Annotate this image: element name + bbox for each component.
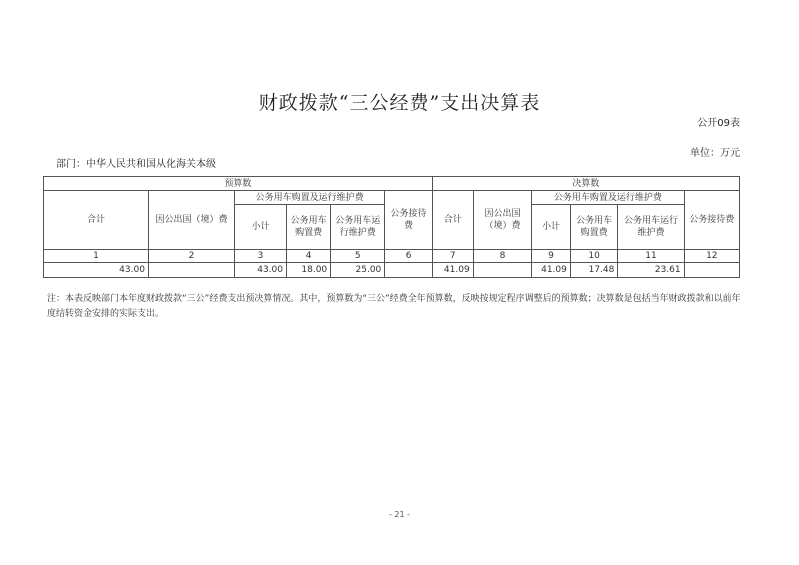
unit-label: 单位：万元 xyxy=(690,148,740,159)
col-number: 5 xyxy=(331,250,385,263)
actual-vehicle-purchase-value: 17.48 xyxy=(570,263,617,278)
actual-abroad-value xyxy=(473,263,532,278)
column-number-row xyxy=(44,250,740,263)
budget-subtotal-value: 43.00 xyxy=(235,263,287,278)
actual-group-header: 决算数 xyxy=(432,177,739,191)
actual-subtotal-value: 41.09 xyxy=(532,263,571,278)
table-row xyxy=(44,263,740,278)
table-header-row-2 xyxy=(44,191,740,205)
actual-vehicle-operation-header: 公务用车运行维护费 xyxy=(618,205,684,250)
page-number: - 21 - xyxy=(388,510,411,519)
budget-abroad-value xyxy=(148,263,234,278)
budget-total-header: 合计 xyxy=(44,191,149,250)
col-number: 7 xyxy=(432,250,473,263)
budget-abroad-header: 因公出国（境）费 xyxy=(148,191,234,250)
department-label: 部门：中华人民共和国从化海关本级 xyxy=(56,159,216,170)
actual-vehicle-operation-value: 23.61 xyxy=(618,263,684,278)
budget-vehicle-operation-value: 25.00 xyxy=(331,263,385,278)
budget-reception-header: 公务接待费 xyxy=(385,191,433,250)
budget-vehicle-purchase-value: 18.00 xyxy=(286,263,330,278)
col-number: 6 xyxy=(385,250,433,263)
actual-vehicle-purchase-header: 公务用车购置费 xyxy=(570,205,617,250)
col-number: 2 xyxy=(148,250,234,263)
col-number: 3 xyxy=(235,250,287,263)
col-number: 4 xyxy=(286,250,330,263)
col-number: 11 xyxy=(618,250,684,263)
form-tag: 公开09表 xyxy=(697,118,740,129)
col-number: 9 xyxy=(532,250,571,263)
expenditure-table xyxy=(43,176,740,278)
budget-total-value: 43.00 xyxy=(44,263,149,278)
actual-reception-value xyxy=(684,263,739,278)
budget-vehicle-operation-header: 公务用车运行维护费 xyxy=(331,205,385,250)
actual-subtotal-header: 小计 xyxy=(532,205,571,250)
budget-vehicle-purchase-header: 公务用车购置费 xyxy=(286,205,330,250)
actual-total-value: 41.09 xyxy=(432,263,473,278)
actual-reception-header: 公务接待费 xyxy=(684,191,739,250)
col-number: 10 xyxy=(570,250,617,263)
budget-subtotal-header: 小计 xyxy=(235,205,287,250)
page-title: 财政拨款“三公经费”支出决算表 xyxy=(258,92,541,114)
budget-reception-value xyxy=(385,263,433,278)
actual-vehicle-group-header: 公务用车购置及运行维护费 xyxy=(532,191,684,205)
table-header-row-1 xyxy=(44,177,740,191)
col-number: 8 xyxy=(473,250,532,263)
actual-total-header: 合计 xyxy=(432,191,473,250)
col-number: 1 xyxy=(44,250,149,263)
actual-abroad-header: 因公出国（境）费 xyxy=(473,191,532,250)
budget-vehicle-group-header: 公务用车购置及运行维护费 xyxy=(235,191,385,205)
col-number: 12 xyxy=(684,250,739,263)
table-note: 注：本表反映部门本年度财政拨款“三公”经费支出预决算情况。其中，预算数为“三公”经费全年预算数，反映按规定程序调整后的预算数；决算数是包括当年财政拨款和以前年度结转资金安排的实际支出。 xyxy=(47,294,741,319)
budget-group-header: 预算数 xyxy=(44,177,433,191)
